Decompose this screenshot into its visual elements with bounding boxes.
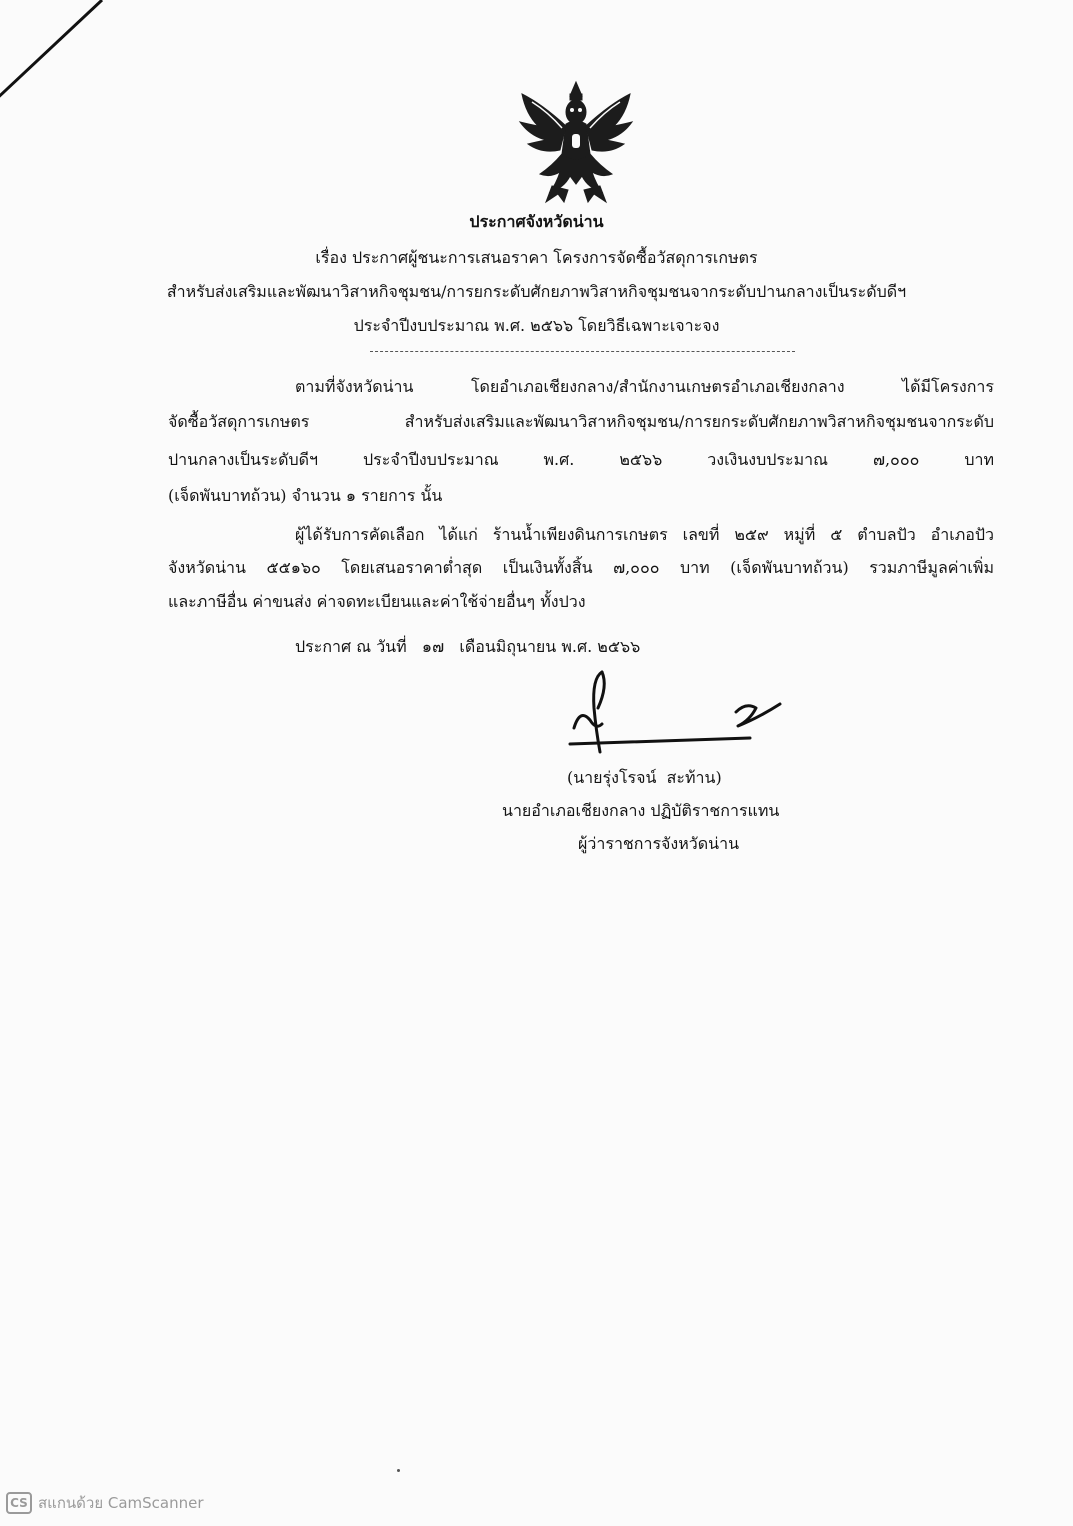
garuda-emblem-icon: [512, 74, 640, 206]
signatory-on-behalf: ผู้ว่าราชการจังหวัดน่าน: [578, 834, 740, 853]
paragraph1-line4: (เจ็ดพันบาทถ้วน) จำนวน ๑ รายการ นั้น: [168, 486, 443, 505]
announcement-date: ประกาศ ณ วันที่ ๑๗ เดือนมิถุนายน พ.ศ. ๒๕๖๖: [295, 637, 641, 656]
page-corner-edge: [0, 0, 130, 110]
subject-line-1: เรื่อง ประกาศผู้ชนะการเสนอราคา โครงการจัดซื้อวัสดุการเกษตร: [315, 248, 758, 267]
document-title: ประกาศจังหวัดน่าน: [469, 212, 604, 231]
handwritten-signature: [560, 668, 790, 758]
paragraph1-line3: ปานกลางเป็นระดับดีฯ ประจำปีงบประมาณ พ.ศ. ๒๕๖๖ วงเงินงบประมาณ ๗,๐๐๐ บาท: [168, 450, 994, 469]
paragraph2-line2: จังหวัดน่าน ๕๕๑๖๐ โดยเสนอราคาต่ำสุด เป็นเงินทั้งสิ้น ๗,๐๐๐ บาท (เจ็ดพันบาทถ้วน) รวมภาษีมูลค่าเพิ่ม: [168, 558, 994, 577]
scan-speck: [397, 1469, 400, 1472]
paragraph1-line1: ตามที่จังหวัดน่าน โดยอำเภอเชียงกลาง/สำนักงานเกษตรอำเภอเชียงกลาง ได้มีโครงการ: [295, 377, 994, 396]
paragraph2-line1: ผู้ได้รับการคัดเลือก ได้แก่ ร้านน้ำเพียงดินการเกษตร เลขที่ ๒๕๙ หมู่ที่ ๕ ตำบลปัว อำเภอปัว: [295, 525, 994, 544]
subject-line-3: ประจำปีงบประมาณ พ.ศ. ๒๕๖๖ โดยวิธีเฉพาะเจาะจง: [353, 316, 720, 335]
paragraph1-line2: จัดซื้อวัสดุการเกษตร สำหรับส่งเสริมและพัฒนาวิสาหกิจชุมชน/การยกระดับศักยภาพวิสาหกิจชุมชนจากระดับ: [168, 412, 994, 431]
paragraph2-line3: และภาษีอื่น ค่าขนส่ง ค่าจดทะเบียนและค่าใช้จ่ายอื่นๆ ทั้งปวง: [168, 592, 586, 611]
signatory-name: (นายรุ่งโรจน์ สะท้าน): [567, 768, 722, 787]
signatory-position: นายอำเภอเชียงกลาง ปฏิบัติราชการแทน: [502, 801, 780, 820]
subject-line-2: สำหรับส่งเสริมและพัฒนาวิสาหกิจชุมชน/การยกระดับศักยภาพวิสาหกิจชุมชนจากระดับปานกลางเป็นระดับดีฯ: [166, 282, 907, 301]
camscanner-watermark: สแกนด้วย CamScanner: [38, 1494, 204, 1512]
header-divider: [370, 351, 795, 352]
camscanner-logo-icon: CS: [6, 1492, 32, 1514]
